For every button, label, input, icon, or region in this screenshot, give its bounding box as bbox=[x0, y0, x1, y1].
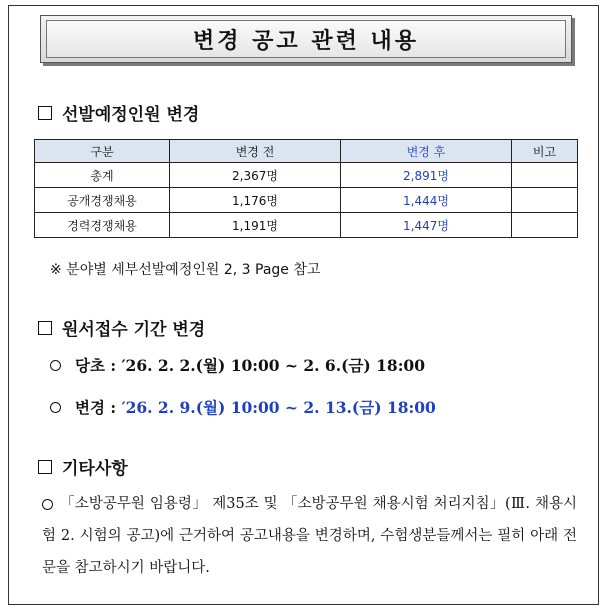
section-heading-other-text: 기타사항 bbox=[62, 459, 128, 479]
square-bullet-icon bbox=[38, 106, 52, 120]
table-cell bbox=[512, 213, 578, 238]
square-bullet-icon bbox=[38, 321, 52, 335]
table-cell: 공개경쟁채용 bbox=[35, 188, 170, 213]
section-heading-quota-text: 선발예정인원 변경 bbox=[62, 105, 200, 125]
circle-bullet-icon bbox=[50, 402, 61, 413]
table-header-row bbox=[35, 140, 578, 163]
table-header-cell: 비고 bbox=[512, 140, 578, 163]
table-header-cell: 변경 후 bbox=[341, 140, 512, 163]
other-paragraph bbox=[42, 488, 577, 584]
table-row bbox=[35, 213, 578, 238]
table-row bbox=[35, 188, 578, 213]
reference-note: ※ 분야별 세부선발예정인원 2, 3 Page 참고 bbox=[50, 262, 321, 278]
section-heading-other bbox=[38, 454, 128, 479]
quota-table bbox=[34, 139, 578, 238]
table-cell bbox=[512, 163, 578, 188]
table-cell: 1,191명 bbox=[170, 213, 341, 238]
table-cell: 1,447명 bbox=[341, 213, 512, 238]
page-title: 변경 공고 관련 내용 bbox=[193, 28, 419, 54]
section-heading-quota bbox=[38, 100, 199, 125]
original-period bbox=[50, 354, 425, 376]
table-cell: 1,176명 bbox=[170, 188, 341, 213]
circle-bullet-icon bbox=[42, 499, 53, 510]
section-heading-period-text: 원서접수 기간 변경 bbox=[62, 320, 206, 340]
table-cell: 2,367명 bbox=[170, 163, 341, 188]
table-cell: 경력경쟁채용 bbox=[35, 213, 170, 238]
table-cell: 1,444명 bbox=[341, 188, 512, 213]
table-header-cell: 구분 bbox=[35, 140, 170, 163]
changed-period bbox=[50, 396, 436, 418]
title-box bbox=[40, 15, 572, 63]
table-header-cell: 변경 전 bbox=[170, 140, 341, 163]
changed-period-value: ′26. 2. 9.(월) 10:00 ~ 2. 13.(금) 18:00 bbox=[121, 398, 436, 417]
other-paragraph-text: 「소방공무원 임용령」 제35조 및 「소방공무원 채용시험 처리지침」(Ⅲ. 채용시험 2. 시험의 공고)에 근거하여 공고내용을 변경하며, 수험생분들께서는 필히 아래 전문을 참고하시기 바랍니다. bbox=[42, 496, 577, 576]
original-period-text: 당초 : ′26. 2. 2.(월) 10:00 ~ 2. 6.(금) 18:00 bbox=[75, 356, 426, 375]
table-cell bbox=[512, 188, 578, 213]
table-cell: 총계 bbox=[35, 163, 170, 188]
section-heading-period bbox=[38, 315, 205, 340]
circle-bullet-icon bbox=[50, 360, 61, 371]
table-cell: 2,891명 bbox=[341, 163, 512, 188]
table-row bbox=[35, 163, 578, 188]
square-bullet-icon bbox=[38, 460, 52, 474]
changed-period-label: 변경 : bbox=[75, 398, 117, 417]
